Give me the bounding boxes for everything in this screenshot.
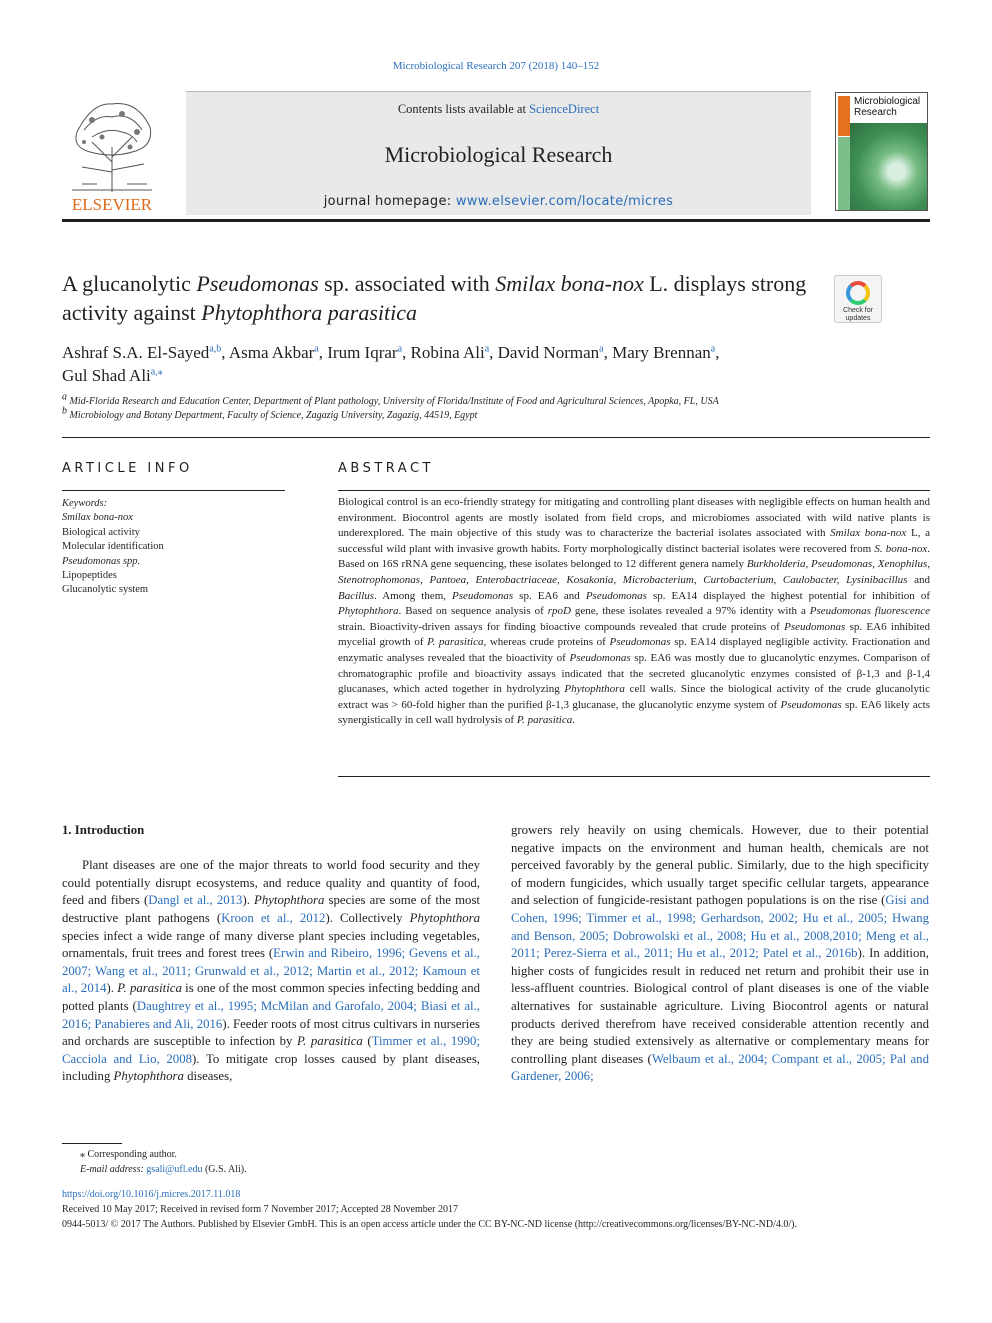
article-dates: Received 10 May 2017; Received in revised form 7 November 2017; Accepted 28 November 2017: [62, 1204, 459, 1215]
keyword: Molecular identification: [62, 541, 164, 553]
doi-link[interactable]: https://doi.org/10.1016/j.micres.2017.11.018: [62, 1189, 241, 1200]
check-updates-label: Check for updates: [843, 307, 873, 322]
body-column-right: [511, 822, 929, 1086]
footnotes: [62, 1147, 247, 1177]
title-part: Smilax bona-nox: [495, 271, 644, 296]
citation-link[interactable]: Gisi and Cohen, 1996; Timmer et al., 1998; Gerhardson, 2002; Hu et al., 2005; Hwang and Benson, 2005; Dobrowolski et al., 2008; Hu et al., 2008,2010; Meng et al., 2011; Perez-Sierra et al., 2011; Hu et al., 2012; Patel et al., 2016b: [511, 893, 929, 961]
intro-heading: 1. Introduction: [62, 823, 145, 837]
cover-title: Microbiological Research: [854, 96, 921, 118]
email-link[interactable]: gsali@ufl.edu: [146, 1164, 203, 1175]
elsevier-logo: [62, 92, 162, 214]
article-title: [62, 269, 822, 327]
journal-name: Microbiological Research: [384, 142, 613, 167]
sciencedirect-link[interactable]: ScienceDirect: [529, 102, 600, 116]
intro-paragraph-cont: growers rely heavily on using chemicals. However, due to their potential negative impacts on the environment and human health, chemicals are not perceived favorably by the general public. Similarly, due to the high specificity of modern fungicides, which usually target specific cellular targets, appearance and selection of fungicide-resistant pathogen populations is on the rise (Gisi and Cohen, 1996; Timmer et al., 1998; Gerhardson, 2002; Hu et al., 2005; Hwang and Benson, 2005; Dobrowolski et al., 2008; Hu et al., 2008,2010; Meng et al., 2011; Perez-Sierra et al., 2011; Hu et al., 2012; Patel et al., 2016b). In addition, higher costs of fungicides result in reduced net return and prohibit their use in less-affluent countries. Biological control of plant diseases is one of the viable alternatives for sustainable agriculture. Living Biocontrol agents or natural products derived therefrom have received considerable attention recently and they are being studied extensively as alternative or complementary means for controlling plant diseases (Welbaum et al., 2004; Compant et al., 2005; Pal and Gardener, 2006;: [511, 823, 929, 1084]
citation-link[interactable]: Daughtrey et al., 1995; McMilan and Garofalo, 2004; Biasi et al., 2016; Panabieres and Ali, 2016: [62, 998, 480, 1031]
homepage-line: [186, 194, 811, 209]
title-part: Phytophthora parasitica: [201, 300, 418, 325]
keyword: Lipopeptides: [62, 570, 117, 582]
keywords: [62, 497, 285, 598]
section-rule: [62, 437, 930, 438]
publisher-name: ELSEVIER: [71, 195, 153, 214]
check-for-updates-button[interactable]: [834, 275, 882, 323]
keyword: Glucanolytic system: [62, 584, 149, 596]
corresponding-author-note: ⁎ Corresponding author.: [80, 1149, 177, 1160]
contents-line: [186, 102, 811, 117]
author[interactable]: David Norman$^a$: [497, 343, 604, 362]
abstract-end-rule: [338, 776, 930, 777]
citation-link[interactable]: Welbaum et al., 2004; Compant et al., 2005; Pal and Gardener, 2006;: [511, 1051, 929, 1084]
author-list: Ashraf S.A. El-Sayed$^{a,b}$, Asma Akbar$^a$, Irum Iqrar$^a$, Robina Ali$^a$, David Norman$^a$, Mary Brennan$^a$, Gul Shad Ali$^{a,⁎}$: [62, 343, 720, 385]
homepage-prefix: journal homepage:: [323, 194, 456, 209]
keyword: Smilax bona-nox: [62, 512, 133, 524]
author[interactable]: Irum Iqrar$^a$: [327, 343, 403, 362]
keyword: Biological activity: [62, 526, 140, 538]
author[interactable]: Gul Shad Ali$^{a,⁎}$: [62, 366, 163, 385]
intro-paragraph: Plant diseases are one of the major threats to world food security and they could potentially disrupt ecosystems, and reduce quality and quantity of food, feed and fibers (Dangl et al., 2013). Phytophthora species are some of the most destructive plant pathogens (Kroon et al., 2012). Collectively Phytophthora species infect a wide range of many diverse plant species including vegetables, ornamentals, fruit trees and forest trees (Erwin and Ribeiro, 1996; Gevens et al., 2007; Wang et al., 2011; Grunwald et al., 2012; Martin et al., 2012; Kamoun et al., 2014). P. parasitica is one of the most common species infecting bedding and potted plants (Daughtrey et al., 1995; McMilan and Garofalo, 2004; Biasi et al., 2016; Panabieres and Ali, 2016). Feeder roots of most citrus cultivars in nurseries and orchards are susceptible to infection by P. parasitica (Timmer et al., 1990; Cacciola and Lio, 2008). To mitigate crop losses caused by plant diseases, including Phytophthora diseases,: [62, 858, 481, 1084]
contents-prefix: Contents lists available at: [397, 102, 530, 116]
article-info-heading: ARTICLE INFO: [62, 461, 193, 476]
abstract-rule: [338, 490, 930, 491]
article-metadata: [62, 1187, 932, 1232]
citation-link[interactable]: Timmer et al., 1990; Cacciola and Lio, 2008: [62, 1034, 481, 1066]
title-part: sp. associated with: [318, 271, 496, 296]
title-part: Pseudomonas: [196, 271, 319, 296]
affiliations: [62, 391, 922, 423]
journal-banner: [186, 91, 811, 215]
affiliation: $^b$ Microbiology and Botany Department, Faculty of Science, Zagazig University, Zagazig, 44519, Egypt: [62, 405, 478, 421]
keyword: Pseudomonas spp.: [62, 555, 141, 567]
body-column-left: [62, 822, 480, 1086]
homepage-link[interactable]: www.elsevier.com/locate/micres: [455, 194, 674, 209]
email-note: E-mail address: gsali@ufl.edu (G.S. Ali).: [80, 1164, 247, 1175]
keywords-label: Keywords:: [62, 498, 108, 509]
affiliation: $^a$ Mid-Florida Research and Education Center, Department of Plant pathology, University of Florida/Institute of Food and Agricultural Sciences, Apopka, FL, USA: [62, 391, 719, 407]
footnote-rule: [62, 1143, 122, 1144]
abstract-text: Biological control is an eco-friendly strategy for mitigating and controlling plant diseases with negligible effects on human health and environment. Biocontrol agents are mostly isolated from field crops, and microbiomes associated with wild native plants is underexplored. The main objective of this study was to characterize the bacterial isolates associated with Smilax bona-nox L, a successful wild plant with invasive growth habits. Forty morphologically distinct bacterial isolates were recovered from S. bona-nox. Based on 16S rRNA gene sequencing, these isolates belonged to 12 different genera namely Burkholderia, Pseudomonas, Xenophilus, Stenotrophomonas, Pantoea, Enterobactriaceae, Kosakonia, Microbacterium, Curtobacterium, Caulobacter, Lysinibacillus and Bacillus. Among them, Pseudomonas sp. EA6 and Pseudomonas sp. EA14 displayed the highest potential for inhibition of Phytophthora. Based on sequence analysis of rpoD gene, these isolates revealed a 97% identity with a Pseudomonas fluorescence strain. Bioactivity-driven assays for finding bioactive compounds revealed that crude proteins of Pseudomonas sp. EA6 inhibited mycelial growth of P. parasitica, whereas crude proteins of Pseudomonas sp. EA14 displayed negligible activity. Fractionation and enzymatic analyses revealed that the bioactivity of Pseudomonas sp. EA6 was mostly due to glucanolytic enzymes. Comparison of chromatographic profile and bioactivity assays indicated that the secreted glucanolytic enzymes consisted of β-1,3 and β-1,4 glucanases, which acted together in hydrolyzing Phytophthora cell walls. Since the biological activity of the crude glucanolytic extract was > 60-fold higher than the purified β-1,3 glucanase, the glucanolytic enzyme system of Pseudomonas sp. EA6 likely acts synergistically in cell wall hydrolysis of P. parasitica.: [338, 496, 931, 727]
author[interactable]: Robina Ali$^a$: [410, 343, 490, 362]
citation-link[interactable]: Erwin and Ribeiro, 1996; Gevens et al., 2007; Wang et al., 2011; Grunwald et al., 2012; Martin et al., 2012; Kamoun et al., 2014: [62, 946, 480, 996]
elsevier-tree-icon: [62, 92, 162, 214]
article-info-rule: [62, 490, 285, 491]
journal-cover: [835, 92, 928, 211]
abstract-heading: ABSTRACT: [338, 461, 434, 476]
author[interactable]: Ashraf S.A. El-Sayed$^{a,b}$: [62, 343, 222, 362]
cover-bar: [838, 96, 850, 136]
check-updates-icon: [846, 281, 870, 305]
citation-link[interactable]: Dangl et al., 2013: [148, 893, 243, 908]
header-rule: [62, 219, 930, 222]
author[interactable]: Mary Brennan$^a$: [612, 343, 716, 362]
title-part: A glucanolytic: [62, 271, 197, 296]
license-text: 0944-5013/ © 2017 The Authors. Published by Elsevier GmbH. This is an open access article under the CC BY-NC-ND license (http://creativecommons.org/licenses/BY-NC-ND/4.0/).: [62, 1219, 797, 1230]
citation-link[interactable]: Kroon et al., 2012: [221, 910, 326, 925]
cover-strip: [838, 137, 850, 211]
title-part: L. displays strong activity against: [62, 271, 807, 325]
author[interactable]: Asma Akbar$^a$: [228, 343, 319, 362]
cover-image: [850, 123, 928, 211]
journal-citation[interactable]: Microbiological Research 207 (2018) 140–152: [392, 60, 600, 72]
